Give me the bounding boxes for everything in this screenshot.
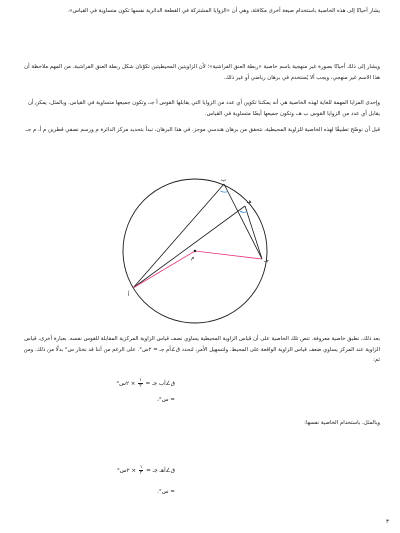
- equation-angle-ahj: ق∠أهـ جـ = $\frac{١}{٢}$ × ٢س°: [117, 465, 175, 476]
- fraction-half: $\frac{١}{٢}$: [139, 465, 143, 476]
- paragraph-proof-intro: قبل أن نوضّح تطبيقًا لهذه الخاصية للزاوية المحيطية، نتحقق من برهان هندسي موجز. في هذا البرهان، نبدأ بتحديد مركز الدائرة م ورسم نصفي قطرين م أ، م جـ.: [24, 127, 380, 133]
- label-point-h: هـ: [247, 199, 252, 205]
- angle-arc-b: [221, 191, 229, 192]
- paragraph-bowtie-name: ويشار إلى ذلك أحيانًا بصورة غير منهجية باسم خاصية «ربطة العنق الفراشية»؛ لأن الزاويتين المحيطيتين تكوّنان شكل ربطة العنق الفراشية. من المهم ملاحظة أن هذا الاسم غير منهجي، ويجب ألا يُستخدم في برهان رياضي أو غير ذلك.: [24, 64, 380, 81]
- paragraph-alternate-statement: يشار أحيانًا إلى هذه الخاصية باستخدام صيغة أخرى مكافئة، وهي أن «الزوايا المشتركة في القطعة الدائرية نفسها تكون متساوية في القياس».: [67, 8, 380, 14]
- angle-arc-h: [240, 211, 247, 213]
- radius-m-j: [195, 251, 262, 259]
- label-point-a: أ: [128, 292, 130, 298]
- center-point: [194, 250, 196, 252]
- chord-h-a: [133, 206, 245, 288]
- paragraph-property-advantage: وإحدى المزايا المهمة للغاية لهذه الخاصية هي أنه يمكننا تكوين أي عدد من الزوايا التي يقابلها القوس أ جـ، وتكون جميعها متساوية في القياس. وبالمثل، يمكن أن يقابل أي عدد من الزوايا القوس ب هـ، وتكون جميعها أيضًا متساوية في القياس.: [27, 100, 380, 117]
- paragraph-similarly: وبالمثل، باستخدام الخاصية نفسها:: [304, 420, 380, 426]
- label-point-b: ب: [221, 177, 227, 183]
- equation-angle-abj-result: = س°،: [157, 397, 175, 403]
- chord-h-j: [245, 206, 262, 259]
- label-center-m: م: [191, 255, 195, 261]
- equation-angle-abj: ق∠أب جـ = $\frac{١}{٢}$ × ٢س°: [116, 378, 175, 389]
- equation-angle-ahj-result: = س°.: [157, 489, 175, 495]
- label-point-j: جـ: [264, 258, 270, 264]
- paragraph-central-angle: بعد ذلك، نطبق خاصية معروفة. تنص تلك الخاصية على أن قياس الزاوية المحيطية يساوي نصف قياس الزاوية المركزية المقابلة للقوس نفسه. بعبارة أخرى، قياس الزاوية عند المركز يساوي ضعف قياس الزاوية الواقعة على المحيط. ولتسهيل الأمر، لنحدد ق∠أم جـ = ٢س°. على الرغم من أننا قد نختار س° بدلًا من ذلك. ومن ثم:: [23, 336, 380, 363]
- chord-b-a: [133, 184, 224, 288]
- chord-b-j: [224, 184, 262, 259]
- fraction-half: $\frac{١}{٢}$: [139, 378, 142, 389]
- radius-m-a: [133, 251, 195, 288]
- page-number: ٣: [386, 519, 389, 525]
